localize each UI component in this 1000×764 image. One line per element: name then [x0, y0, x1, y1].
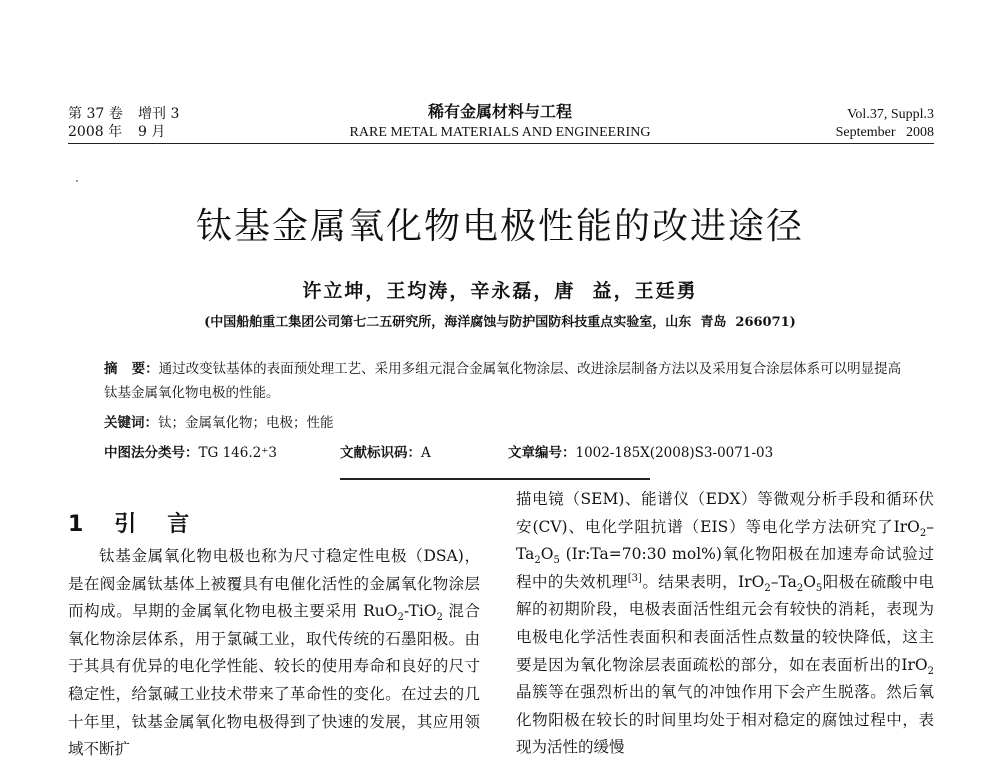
article-label: 文章编号：	[508, 445, 576, 461]
header-rule	[68, 143, 934, 144]
keywords-label: 关键词：	[104, 415, 158, 431]
left-column	[68, 543, 480, 764]
paper-affiliation: (中国船舶重工集团公司第七二五研究所，海洋腐蚀与防护国防科技重点实验室，山东 青岛 266071)	[204, 315, 796, 330]
journal-title-en: RARE METAL MATERIALS AND ENGINEERING	[349, 125, 651, 140]
article-number	[508, 441, 773, 461]
paper-authors: 许立坤，王均涛，辛永磊，唐 益，王廷勇	[302, 280, 698, 302]
clc-number	[104, 441, 277, 461]
article-value: 1002-185X(2008)S3-0071-03	[575, 445, 774, 461]
clc-label: 中图法分类号：	[104, 445, 199, 461]
keywords	[104, 411, 334, 431]
section-heading	[68, 507, 191, 538]
speck	[76, 180, 78, 182]
date-en: September 2008	[835, 125, 934, 140]
month-label: 9 月	[138, 124, 166, 140]
right-column	[516, 486, 934, 762]
doc-value: A	[421, 445, 431, 461]
section-title: 引 言	[114, 512, 192, 537]
abstract-label: 摘 要：	[104, 361, 159, 377]
abstract	[104, 357, 904, 405]
volume-label: 第 37 卷	[68, 106, 123, 122]
intro-paragraph: 钛基金属氧化物电极也称为尺寸稳定性电极（DSA)，是在阀金属钛基体上被覆具有电催化活性的金属氧化物涂层而构成。早期的金属氧化物电极主要采用 RuO$_2$-TiO$_2$ 混合氧化物涂层体系，用于氯碱工业，取代传统的石墨阳极。由于其具有优异的电化学性能、较长的使用寿命和良好的尺寸稳定性，给氯碱工业技术带来了革命性的变化。在过去的几十年里，钛基金属氧化物电极得到了快速的发展，其应用领域不断扩	[68, 547, 480, 759]
doc-label: 文献标识码：	[340, 445, 421, 461]
year-label: 2008 年	[68, 124, 123, 140]
citation-ref[interactable]: [3]	[627, 572, 642, 584]
clc-value: TG 146.2⁺3	[198, 445, 277, 461]
abstract-text: 通过改变钛基体的表面预处理工艺、采用多组元混合金属氧化物涂层、改进涂层制备方法以及采用复合涂层体系可以明显提高钛基金属氧化物电极的性能。	[104, 361, 902, 401]
paper-title: 钛基金属氧化物电极性能的改进途径	[195, 206, 804, 247]
keywords-text: 钛；金属氧化物；电极；性能	[158, 415, 334, 431]
journal-title-cn: 稀有金属材料与工程	[427, 102, 572, 121]
issue-label: 增刊 3	[138, 106, 180, 122]
volume-en: Vol.37, Suppl.3	[847, 107, 934, 122]
section-number: 1	[68, 512, 86, 537]
doc-code	[340, 441, 431, 461]
abstract-separator	[340, 478, 650, 480]
results-paragraph: 描电镜（SEM)、能谱仪（EDX）等微观分析手段和循环伏安(CV)、电化学阻抗谱（EIS）等电化学方法研究了$IrO_2-Ta_2O_5$ (Ir:Ta=70:30 mol%)氧化物阳极在加速寿命试验过程中的失效机理[3]。结果表明，$IrO_2-Ta_2O_5$阳极在硫酸中电解的初期阶段，电极表面活性组元会有较快的消耗，表现为电极电化学活性表面积和表面活性点数量的较快降低，这主要是因为氧化物涂层表面疏松的部分，如在表面析出的IrO$_2$晶簇等在强烈析出的氧气的冲蚀作用下会产生脱落。然后氧化物阳极在较长的时间里均处于相对稳定的腐蚀过程中，表现为活性的缓慢	[516, 490, 934, 757]
